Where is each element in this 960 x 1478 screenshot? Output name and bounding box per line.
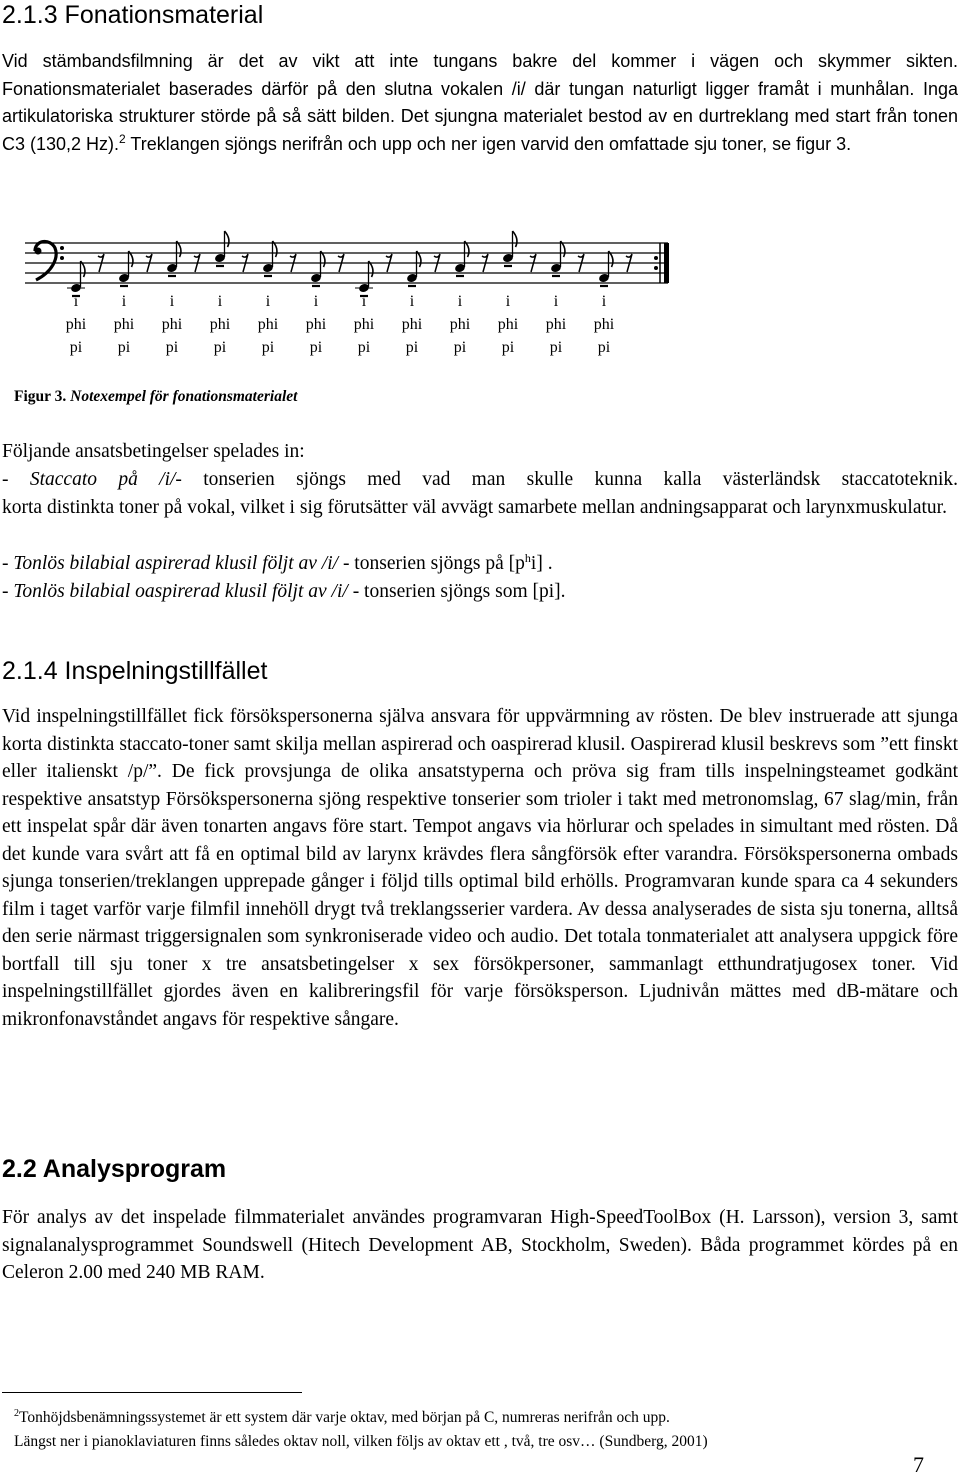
lyric-syllable: pi <box>501 339 515 356</box>
conditions-intro: Följande ansatsbetingelser spelades in: <box>2 441 305 462</box>
lyric-syllable: phi <box>113 316 135 333</box>
note <box>502 231 517 266</box>
lyrics-rows <box>66 293 615 356</box>
lyric-syllable: phi <box>593 316 615 333</box>
note <box>166 241 181 276</box>
lyric-syllable: phi <box>65 316 87 333</box>
condition-item-unaspirated <box>2 578 566 606</box>
paragraph-text: Vid stämbandsfilmning är det av vikt att inte tungans bakre del kommer i vägen och skymmer sikten. Fonationsmaterialet baserades därför på den slutna vokalen /i/ där tungan naturligt ligger framåt i munhålan. Inga artikulatoriska strukturer störde på så sätt bilden. Det sjungna materialet bestod av en durtreklang med start från tonen C3 (130,2 Hz). <box>2 51 958 154</box>
lyric-syllable: pi <box>213 339 227 356</box>
lyric-syllable: phi <box>497 316 519 333</box>
footnote-ref: 2 <box>119 131 126 146</box>
note-flag <box>225 231 229 247</box>
lyric-syllable: i <box>553 293 559 310</box>
paragraph-text-tail: Treklangen sjöngs nerifrån och upp och ner igen varvid den omfattade sju toner, se figur 3. <box>125 133 852 154</box>
lyric-syllable: phi <box>161 316 183 333</box>
footnote-mark: 2 <box>14 1408 19 1419</box>
lyric-syllable: pi <box>117 339 131 356</box>
superscript-h: h <box>524 551 531 565</box>
lyric-syllable: pi <box>69 339 83 356</box>
lyric-syllable: pi <box>165 339 179 356</box>
caption-label: Figur 3. <box>14 388 67 405</box>
note <box>355 261 373 296</box>
note <box>550 241 565 276</box>
note <box>262 241 277 276</box>
lyric-syllable: i <box>457 293 463 310</box>
section-heading-22: 2.2 Analysprogram <box>2 1155 227 1183</box>
note <box>310 251 325 286</box>
list-dash: - <box>2 553 14 574</box>
lyric-syllable: i <box>73 293 79 310</box>
condition-desc: - tonserien sjöngs som [pi]. <box>347 581 566 602</box>
condition-desc-end: i] . <box>530 553 553 574</box>
lyric-syllable: phi <box>353 316 375 333</box>
music-notation-figure <box>0 220 700 370</box>
lyric-syllable: pi <box>309 339 323 356</box>
note <box>598 251 613 286</box>
lyric-syllable: i <box>265 293 271 310</box>
lyric-syllable: i <box>409 293 415 310</box>
condition-item-staccato <box>2 466 958 494</box>
lyric-syllable: phi <box>401 316 423 333</box>
footnote-line-2: Längst ner i pianoklaviaturen finns således oktav noll, vilken följs av oktav ett , två, tre osv… (Sundberg, 2001) <box>14 1433 708 1450</box>
condition-desc: tonserien sjöngs med vad man skulle kunna kalla västerländsk staccatoteknik. <box>181 469 958 490</box>
lyric-syllable: i <box>169 293 175 310</box>
condition-term: Staccato på /i/- <box>29 469 182 490</box>
footnote-text: Tonhöjdsbenämningssystemet är ett system där varje oktav, med början på C, numreras nerifrån och upp. <box>19 1409 670 1426</box>
condition-term: Tonlös bilabial aspirerad klusil följt av /i/ <box>13 553 339 574</box>
lyric-syllable: phi <box>545 316 567 333</box>
lyric-syllable: pi <box>453 339 467 356</box>
note <box>67 261 85 296</box>
bass-clef-icon <box>35 242 65 280</box>
section-heading-214: 2.1.4 Inspelningstillfället <box>2 657 268 685</box>
lyric-syllable: pi <box>405 339 419 356</box>
section-heading-213: 2.1.3 Fonationsmaterial <box>2 1 264 29</box>
list-dash: - <box>2 469 30 490</box>
note <box>214 231 229 266</box>
lyric-syllable: i <box>313 293 319 310</box>
footnote-separator <box>2 1392 302 1393</box>
lyric-syllable: phi <box>209 316 231 333</box>
lyric-syllable: i <box>361 293 367 310</box>
lyric-syllable: pi <box>549 339 563 356</box>
page-number: 7 <box>913 1452 924 1477</box>
condition-item-aspirated <box>2 550 553 578</box>
lyric-syllable: i <box>601 293 607 310</box>
lyric-syllable: phi <box>305 316 327 333</box>
condition-desc: - tonserien sjöngs på [p <box>338 553 525 574</box>
paragraph-inspelningstillfallet: Vid inspelningstillfället fick försökspersonerna själva ansvara för uppvärmning av rösten. De blev instruerade att sjunga korta distinkta staccato-toner samt skilja mellan aspirerad och oaspirerad klusil. Oaspirerad klusil beskrevs som ”ett finskt eller italienskt /p/”. De fick provsjunga de olika ansatstyperna och pröva sig fram tills inspelningsteamet godkänt respektive ansatstyp Försökspersonerna sjöng respektive tonserier som trioler i takt med metronomslag, 67 slag/min, från ett inspelat spår där även tonarten angavs före start. Tempot angavs via hörlurar och spelades in simultant med rösten. Då det kunde vara svårt att få en optimal bild av larynx krävdes flera sångförsök efter varandra. Försökspersonerna ombads sjunga tonserien/treklangen upprepade gånger i följd tills optimal bild erhölls. Programvaran kunde spara ca 4 sekunders film i taget varför varje filmfil innehöll drygt två treklangsserier vardera. Av dessa analyserades de sista sju tonerna, alltså den serie närmast triggersignalen som synkroniserade video och audio. Det totala tonmaterialet att analysera uppgick före bortfall till sju toner x tre ansatsbetingelser x sex försökpersoner, sammanlagt etthundratjugosex toner. Vid inspelningstillfället gjordes även en kalibreringsfil för varje försöksperson. Ljudnivån mättes med dB-mätare och mikronfonavståndet angavs för respektive sångare. <box>2 706 958 1030</box>
lyric-syllable: phi <box>257 316 279 333</box>
condition-item-staccato-cont: korta distinkta toner på vokal, vilket i sig förutsätter väl avvägt samarbete mellan andningsapparat och larynxmuskulatur. <box>2 497 947 518</box>
list-dash: - <box>2 581 14 602</box>
figure-caption <box>14 388 297 406</box>
lyric-syllable: pi <box>261 339 275 356</box>
note-flag <box>513 231 517 247</box>
footnote-line-1 <box>14 1408 670 1428</box>
lyric-syllable: phi <box>449 316 471 333</box>
caption-text: Notexempel för fonationsmaterialet <box>70 388 298 405</box>
lyric-syllable: i <box>217 293 223 310</box>
note <box>454 241 469 276</box>
lyric-syllable: i <box>505 293 511 310</box>
note <box>406 251 421 286</box>
note <box>118 251 133 286</box>
lyric-syllable: pi <box>597 339 611 356</box>
paragraph-analysprogram: För analys av det inspelade filmmaterialet användes programvaran High-SpeedToolBox (H. Larsson), version 3, samt signalanalysprogrammet Soundswell (Hitech Development AB, Stockholm, Sweden). Båda programmet kördes på en Celeron 2.00 med 240 MB RAM. <box>2 1207 958 1283</box>
paragraph-fonationsmaterial <box>2 48 958 158</box>
lyric-syllable: i <box>121 293 127 310</box>
condition-term: Tonlös bilabial oaspirerad klusil följt av /i/ <box>13 581 348 602</box>
lyric-syllable: pi <box>357 339 371 356</box>
